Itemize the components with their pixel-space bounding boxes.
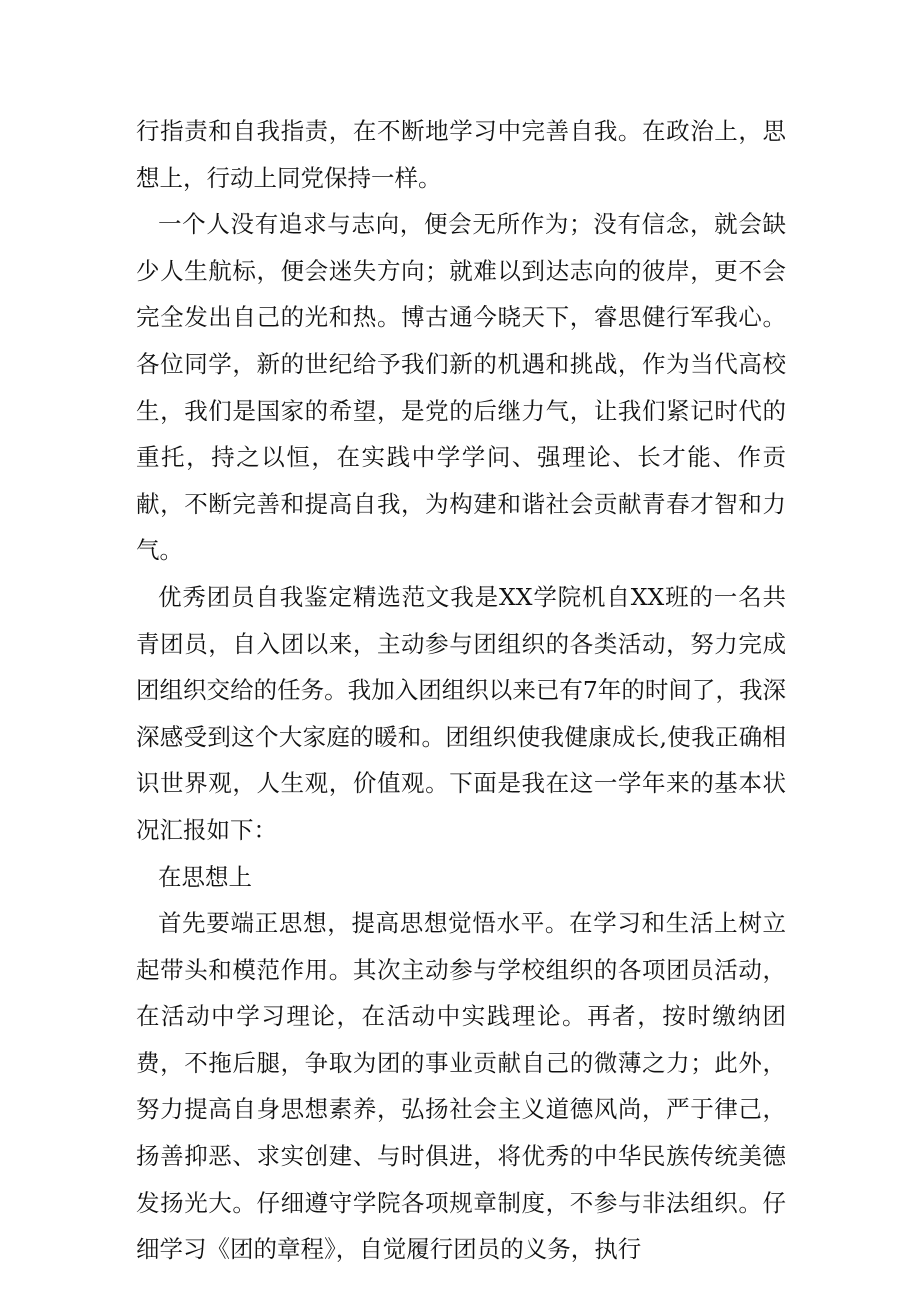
paragraph-ambition: 一个人没有追求与志向，便会无所作为；没有信念，就会缺少人生航标，便会迷失方向；就难以到达志向的彼岸，更不会完全发出自己的光和热。博古通今晓天下，睿思健行军我心。各位同学，新的世纪给予我们新的机遇和挑战，作为当代高校生，我们是国家的希望，是党的后继力气，让我们紧记时代的重托，持之以恒，在实践中学学问、强理论、长才能、作贡献，不断完善和提高自我，为构建和谐社会贡献青春才智和力气。 xyxy=(136,210,786,565)
paragraph-continuation: 行指责和自我指责，在不断地学习中完善自我。在政治上，思想上，行动上同党保持一样。 xyxy=(136,117,786,192)
paragraph-ideology: 首先要端正思想，提高思想觉悟水平。在学习和生活上树立起带头和模范作用。其次主动参与学校组织的各项团员活动，在活动中学习理论，在活动中实践理论。再者，按时缴纳团费，不拖后腿，争取为团的事业贡献自己的微薄之力；此外，努力提高自身思想素养，弘扬社会主义道德风尚，严于律己，扬善抑恶、求实创建、与时俱进，将优秀的中华民族传统美德发扬光大。仔细遵守学院各项规章制度，不参与非法组织。仔细学习《团的章程》，自觉履行团员的义务，执行 xyxy=(136,909,786,1264)
document-body xyxy=(136,108,786,1273)
paragraph-self-assessment-intro: 优秀团员自我鉴定精选范文我是XX学院机自XX班的一名共青团员，自入团以来，主动参与团组织的各类活动，努力完成团组织交给的任务。我加入团组织以来已有7年的时间了，我深深感受到这个大家庭的暖和。团组织使我健康成长,使我正确相识世界观，人生观，价值观。下面是我在这一学年来的基本状况汇报如下： xyxy=(136,582,786,844)
section-heading-ideology: 在思想上 xyxy=(158,862,252,891)
